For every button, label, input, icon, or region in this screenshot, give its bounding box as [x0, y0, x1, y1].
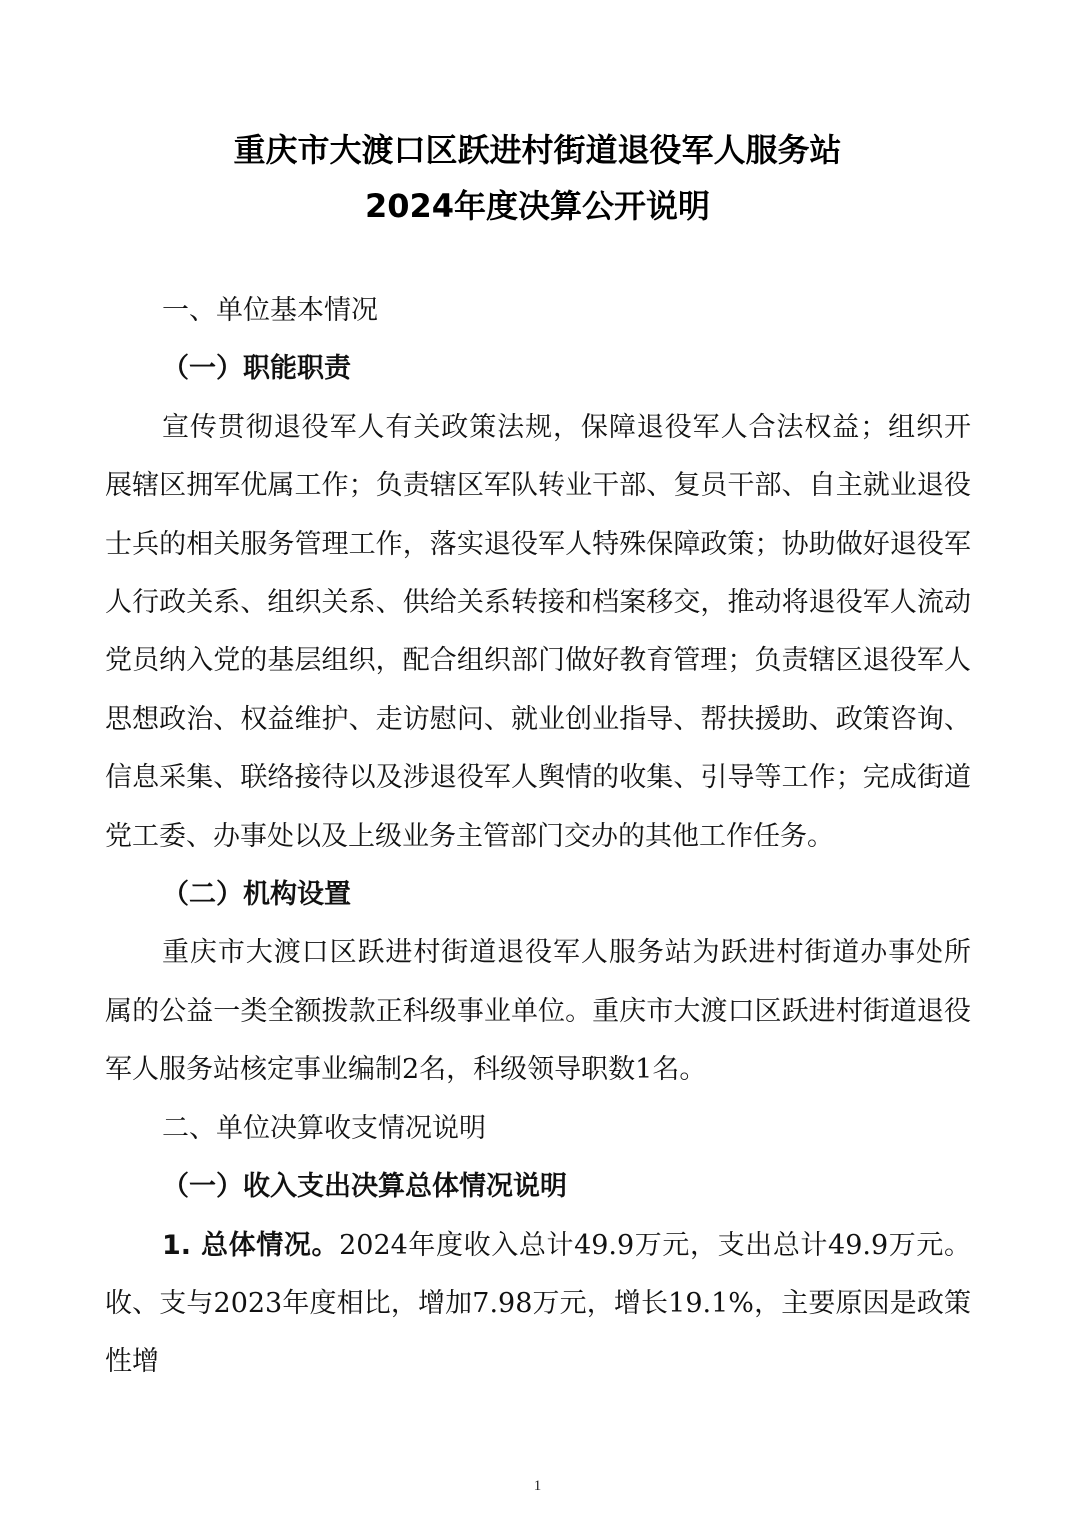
- item-lead-overall: 1. 总体情况。: [162, 1229, 340, 1261]
- subsection-heading-organization: （二）机构设置: [162, 879, 351, 911]
- subsection-heading-functions: （一）职能职责: [162, 353, 351, 385]
- subsection-heading-overall: （一）收入支出决算总体情况说明: [162, 1171, 567, 1203]
- paragraph-organization: 重庆市大渡口区跃进村街道退役军人服务站为跃进村街道办事处所属的公益一类全额拨款正科级事业单位。重庆市大渡口区跃进村街道退役军人服务站核定事业编制2名，科级领导职数1名。: [105, 937, 971, 1086]
- document-body: [105, 282, 971, 1392]
- section-heading-budget: 二、单位决算收支情况说明: [162, 1112, 486, 1144]
- document-title-line-2: 2024年度决算公开说明: [364, 187, 711, 225]
- paragraph-overall: [105, 1217, 971, 1392]
- paragraph-functions: 宣传贯彻退役军人有关政策法规，保障退役军人合法权益；组织开展辖区拥军优属工作；负责辖区军队转业干部、复员干部、自主就业退役士兵的相关服务管理工作，落实退役军人特殊保障政策；协助做好退役军人行政关系、组织关系、供给关系转接和档案移交，推动将退役军人流动党员纳入党的基层组织，配合组织部门做好教育管理；负责辖区退役军人思想政治、权益维护、走访慰问、就业创业指导、帮扶援助、政策咨询、信息采集、联络接待以及涉退役军人舆情的收集、引导等工作；完成街道党工委、办事处以及上级业务主管部门交办的其他工作任务。: [105, 411, 971, 852]
- section-heading-basic-info: 一、单位基本情况: [162, 295, 378, 326]
- item-text-overall: 2024年度收入总计49.9万元，支出总计49.9万元。收、支与2023年度相比，增加7.98万元，增长19.1%，主要原因是政策性增: [105, 1229, 971, 1378]
- document-title-line-1: 重庆市大渡口区跃进村街道退役军人服务站: [233, 131, 842, 169]
- page-number: 1: [533, 1478, 542, 1494]
